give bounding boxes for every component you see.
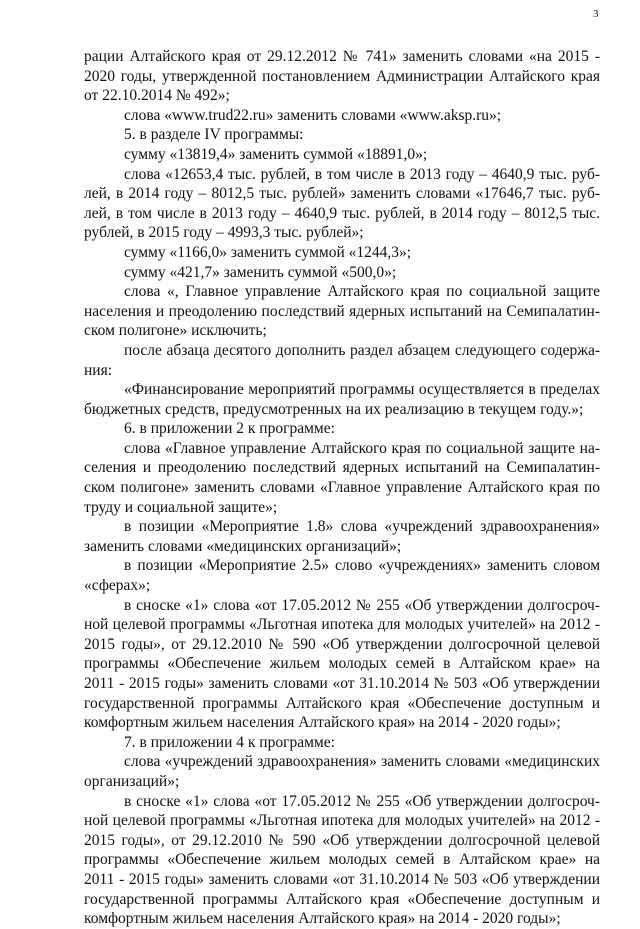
text-line: «сферах»; — [84, 577, 151, 595]
text-line: слова «www.trud22.ru» заменить словами «www.aksp.ru»; — [124, 106, 502, 124]
text-line: «Финансирование мероприятий программы осуществляется в пределах — [124, 381, 600, 399]
text-line: сумму «1166,0» заменить суммой «1244,3»; — [124, 243, 412, 261]
text-line: лей, в 2014 году – 8012,5 тыс. рублей» заменить словами «17646,7 тыс. руб- — [84, 185, 600, 203]
text-line: ной целевой программы «Льготная ипотека для молодых учителей» на 2012 - — [84, 812, 600, 830]
text-line: 7. в приложении 4 к программе: — [124, 733, 335, 751]
text-line: 2011 - 2015 годы» заменить словами «от 31.10.2014 № 503 «Об утверждении — [84, 675, 600, 692]
text-line: 6. в приложении 2 к программе: — [124, 420, 335, 438]
text-line: 2020 годы, утвержденной постановлением Администрации Алтайского края — [84, 67, 600, 85]
text-line: 2011 - 2015 годы» заменить словами «от 31.10.2014 № 503 «Об утверждении — [84, 870, 600, 888]
text-line: рублей, в 2015 году – 4993,3 тыс. рублей»; — [84, 224, 364, 242]
text-line: слова «, Главное управление Алтайского края по социальной защите — [124, 283, 600, 301]
text-line: слова «Главное управление Алтайского края по социальной защите на- — [124, 439, 600, 457]
text-line: организаций»; — [84, 772, 180, 790]
text-line: ния: — [84, 361, 113, 379]
text-line: ском полигоне» исключить; — [84, 322, 267, 340]
text-line: сумму «421,7» заменить суммой «500,0»; — [124, 263, 397, 281]
text-line: ском полигоне» заменить словами «Главное управление Алтайского края по — [84, 479, 600, 497]
text-line: комфортным жильем населения Алтайского края» на 2014 - 2020 годы»; — [84, 714, 561, 732]
text-line: в сноске «1» слова «от 17.05.2012 № 255 «Об утверждении долгосроч- — [124, 596, 600, 614]
text-line: в позиции «Мероприятие 1.8» слова «учреждений здравоохранения» — [124, 518, 600, 536]
text-line: заменить словами «медицинских организаций»; — [84, 537, 402, 555]
text-line: 5. в разделе IV программы: — [124, 126, 304, 144]
document-body — [84, 47, 600, 929]
text-line: слова «12653,4 тыс. рублей, в том числе в 2013 году – 4640,9 тыс. руб- — [124, 165, 600, 183]
text-line: программы «Обеспечение жильем молодых семей в Алтайском крае» на — [84, 655, 600, 673]
text-line: населения и преодолению последствий ядерных испытаний на Семипалатин- — [84, 302, 600, 320]
text-line: комфортным жильем населения Алтайского края» на 2014 - 2020 годы»; — [84, 910, 561, 928]
text-line: после абзаца десятого дополнить раздел абзацем следующего содержа- — [124, 341, 600, 359]
text-line: рации Алтайского края от 29.12.2012 № 741» заменить словами «на 2015 - — [84, 48, 600, 65]
text-line: бюджетных средств, предусмотренных на их реализацию в текущем году.»; — [84, 400, 584, 418]
text-line: 2015 годы», от 29.12.2010 № 590 «Об утверждении долгосрочной целевой — [84, 831, 600, 849]
text-line: ной целевой программы «Льготная ипотека для молодых учителей» на 2012 - — [84, 616, 600, 634]
text-line: селения и преодолению последствий ядерных испытаний на Семипалатин- — [84, 459, 600, 477]
text-line: сумму «13819,4» заменить суммой «18891,0»; — [124, 145, 428, 163]
text-line: государственной программы Алтайского края «Обеспечение доступным и — [84, 694, 600, 712]
text-line: лей, в том числе в 2013 году – 4640,9 тыс. рублей, в 2014 году – 8012,5 тыс. — [84, 204, 600, 222]
text-line: слова «учреждений здравоохранения» заменить словами «медицинских — [124, 753, 600, 771]
text-line: 2015 годы», от 29.12.2010 № 590 «Об утверждении долгосрочной целевой — [84, 635, 600, 653]
text-line: в сноске «1» слова «от 17.05.2012 № 255 «Об утверждении долгосроч- — [124, 792, 600, 810]
text-line: государственной программы Алтайского края «Обеспечение доступным и — [84, 890, 600, 908]
text-line: от 22.10.2014 № 492»; — [84, 87, 230, 105]
text-line: программы «Обеспечение жильем молодых семей в Алтайском крае» на — [84, 851, 600, 869]
text-line: в позиции «Мероприятие 2.5» слово «учреждениях» заменить словом — [124, 557, 600, 575]
text-line: труду и социальной защите»; — [84, 498, 278, 516]
page-number: 3 — [593, 8, 599, 20]
